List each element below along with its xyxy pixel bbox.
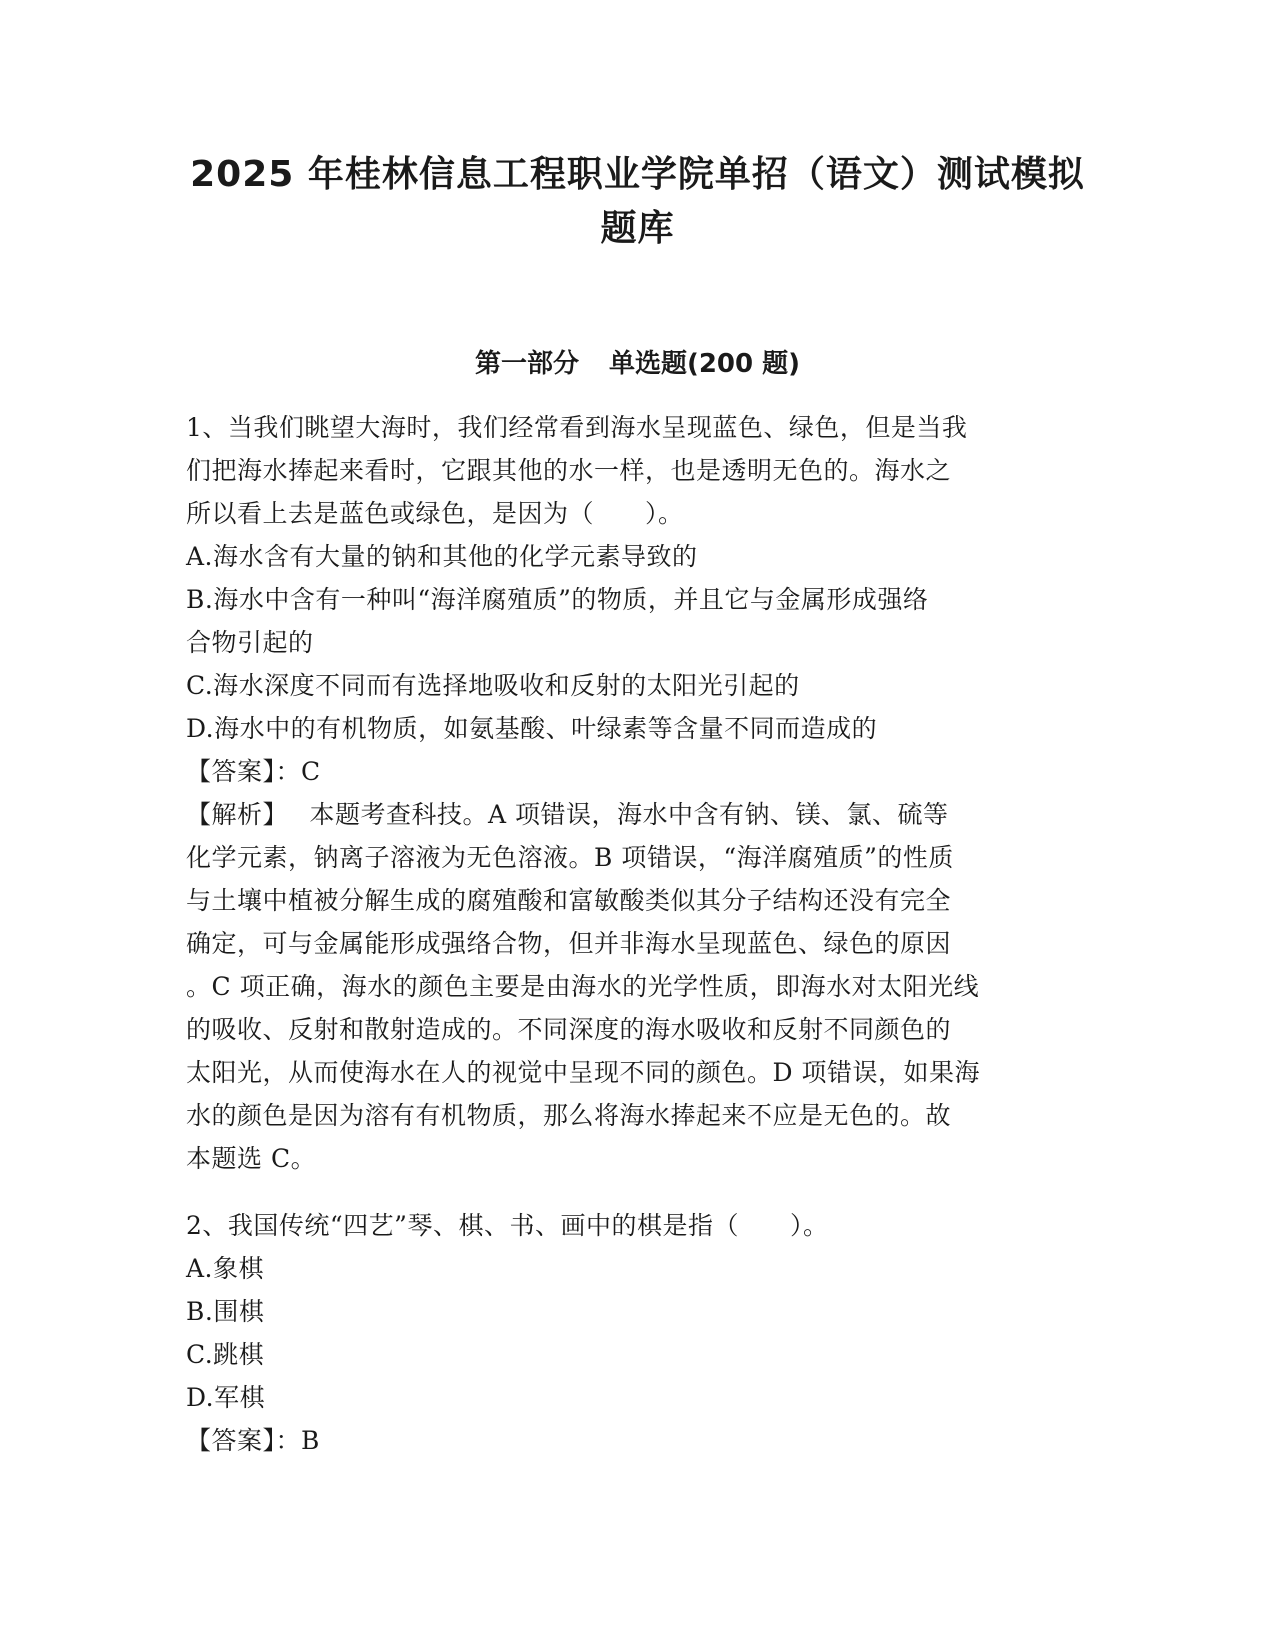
option-line: A.象棋: [186, 1254, 265, 1283]
option-d: [186, 1376, 1086, 1419]
option-line: C.海水深度不同而有选择地吸收和反射的太阳光引起的: [186, 671, 800, 700]
question-stem-line: 们把海水捧起来看时，它跟其他的水一样，也是透明无色的。海水之: [186, 456, 952, 485]
question-stem: [186, 406, 1086, 535]
document-title-line: 2025 年桂林信息工程职业学院单招（语文）测试模拟: [190, 154, 1085, 195]
question-1: [186, 406, 1086, 1180]
option-d: [186, 707, 1086, 750]
option-line: D.军棋: [186, 1383, 266, 1412]
analysis-line: 与土壤中植被分解生成的腐殖酸和富敏酸类似其分子结构还没有完全: [186, 886, 952, 915]
section-heading: [160, 346, 1115, 382]
analysis-line: 。C 项正确，海水的颜色主要是由海水的光学性质，即海水对太阳光线: [186, 972, 980, 1001]
answer-line: 【答案】：B: [186, 1426, 320, 1455]
section-heading-type: 单选题(200 题): [608, 349, 801, 379]
analysis-line: 【解析】 本题考查科技。A 项错误，海水中含有钠、镁、氯、硫等: [186, 800, 949, 829]
analysis: [186, 793, 1086, 1180]
answer-line: 【答案】：C: [186, 757, 321, 786]
option-c: [186, 1333, 1086, 1376]
option-line: 合物引起的: [186, 628, 314, 657]
option-a: [186, 1247, 1086, 1290]
section-heading-part: 第一部分: [474, 349, 579, 379]
question-stem-line: 所以看上去是蓝色或绿色，是因为（ ）。: [186, 499, 684, 528]
analysis-line: 化学元素，钠离子溶液为无色溶液。B 项错误，“海洋腐殖质”的性质: [186, 843, 954, 872]
analysis-line: 太阳光，从而使海水在人的视觉中呈现不同的颜色。D 项错误，如果海: [186, 1058, 980, 1087]
option-line: C.跳棋: [186, 1340, 265, 1369]
option-c: [186, 664, 1086, 707]
document-title-line: 题库: [600, 208, 675, 249]
analysis-line: 水的颜色是因为溶有有机物质，那么将海水捧起来不应是无色的。故: [186, 1101, 952, 1130]
answer: [186, 1419, 1086, 1462]
question-stem: [186, 1204, 1086, 1247]
option-b: [186, 1290, 1086, 1333]
option-line: A.海水含有大量的钠和其他的化学元素导致的: [186, 542, 698, 571]
answer: [186, 750, 1086, 793]
option-line: B.海水中含有一种叫“海洋腐殖质”的物质，并且它与金属形成强络: [186, 585, 929, 614]
question-stem-line: 2、我国传统“四艺”琴、棋、书、画中的棋是指（ ）。: [186, 1211, 829, 1240]
option-a: [186, 535, 1086, 578]
analysis-line: 确定，可与金属能形成强络合物，但并非海水呈现蓝色、绿色的原因: [186, 929, 952, 958]
option-line: B.围棋: [186, 1297, 265, 1326]
question-stem-line: 1、当我们眺望大海时，我们经常看到海水呈现蓝色、绿色，但是当我: [186, 413, 968, 442]
analysis-line: 的吸收、反射和散射造成的。不同深度的海水吸收和反射不同颜色的: [186, 1015, 952, 1044]
document-title: [160, 148, 1115, 256]
option-line: D.海水中的有机物质，如氨基酸、叶绿素等含量不同而造成的: [186, 714, 878, 743]
option-b: [186, 578, 1086, 664]
analysis-line: 本题选 C。: [186, 1144, 317, 1173]
question-2: [186, 1204, 1086, 1462]
